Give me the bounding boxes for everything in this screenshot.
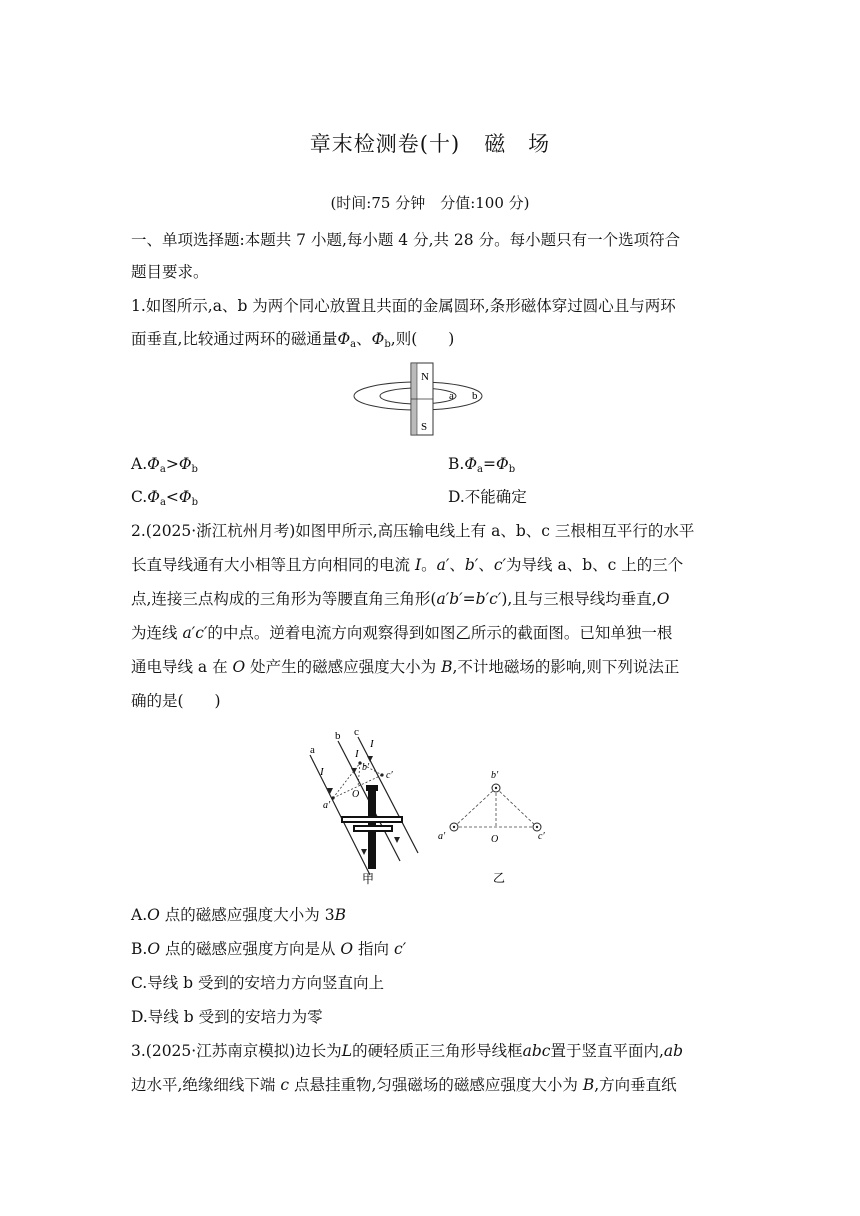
magnet-n-label: N xyxy=(421,371,429,383)
jia-current-b: I xyxy=(355,748,359,760)
q3-stem-line1: 3.(2025·江苏南京模拟)边长为L的硬轻质正三角形导线框abc置于竖直平面内,ab xyxy=(131,1042,684,1060)
yi-point-o: O xyxy=(491,834,499,845)
jia-point-b: b′ xyxy=(362,762,370,773)
q2-option-c[interactable]: C.导线 b 受到的安培力方向竖直向上 xyxy=(131,974,385,992)
q2-stem-line5: 通电导线 a 在 O 处产生的磁感应强度大小为 B,不计地磁场的影响,则下列说法正 xyxy=(131,658,680,676)
jia-current-c: I xyxy=(370,738,374,750)
section-heading-line2: 题目要求。 xyxy=(131,263,209,281)
yi-caption: 乙 xyxy=(493,871,506,885)
ring-b-label: b xyxy=(472,390,478,402)
q2-stem-line4: 为连线 a′c′的中点。逆着电流方向观察得到如图乙所示的截面图。已知单独一根 xyxy=(131,624,673,642)
q2-stem-line2: 长直导线通有大小相等且方向相同的电流 I。a′、b′、c′为导线 a、b、c 上的三个 xyxy=(131,556,684,574)
jia-current-a: I xyxy=(320,766,324,778)
jia-wire-c: c xyxy=(354,726,359,738)
q1-stem-line1: 1.如图所示,a、b 为两个同心放置且共面的金属圆环,条形磁体穿过圆心且与两环 xyxy=(131,297,676,315)
magnet-s-label: S xyxy=(421,421,428,433)
q3-stem-line2: 边水平,绝缘细线下端 c 点悬挂重物,匀强磁场的磁感应强度大小为 B,方向垂直纸 xyxy=(131,1076,677,1094)
q2-figure-yi xyxy=(430,760,560,885)
title-sub: 磁 场 xyxy=(484,132,551,156)
q2-stem-line3: 点,连接三点构成的三角形为等腰直角三角形(a′b′=b′c′),且与三根导线均垂直,O xyxy=(131,590,670,608)
jia-point-c: c′ xyxy=(386,770,393,781)
q1-option-c[interactable]: $C.\Phi_a<\Phi_b$ xyxy=(131,488,199,508)
jia-point-o: O xyxy=(352,789,360,800)
q2-stem-line6: 确的是( ) xyxy=(131,692,221,710)
jia-point-a: a′ xyxy=(323,800,331,811)
q1-option-b[interactable]: $B.\Phi_a=\Phi_b$ xyxy=(448,455,516,475)
q2-figure-jia xyxy=(300,725,430,885)
q1-figure-magnet-rings xyxy=(345,360,495,440)
yi-point-c: c′ xyxy=(538,831,545,842)
q2-option-b[interactable]: B.O 点的磁感应强度方向是从 O 指向 c′ xyxy=(131,940,407,958)
page-title xyxy=(0,128,860,158)
section-heading-line1: 一、单项选择题:本题共 7 小题,每小题 4 分,共 28 分。每小题只有一个选项符合 xyxy=(131,231,681,249)
q2-option-a[interactable]: A.O 点的磁感应强度大小为 3B xyxy=(131,906,346,924)
title-main: 章末检测卷(十) xyxy=(309,132,461,156)
jia-wire-b: b xyxy=(335,730,341,742)
q2-option-d[interactable]: D.导线 b 受到的安培力为零 xyxy=(131,1008,323,1026)
exam-meta: (时间:75 分钟 分值:100 分) xyxy=(330,194,530,212)
q2-stem-line1: 2.(2025·浙江杭州月考)如图甲所示,高压输电线上有 a、b、c 三根相互平行的水平 xyxy=(131,522,695,540)
yi-point-b: b′ xyxy=(491,770,499,781)
jia-wire-a: a xyxy=(310,744,315,756)
yi-point-a: a′ xyxy=(438,831,446,842)
q1-stem-line2: 面垂直,比较通过两环的磁通量$\Phi_a$、$\Phi_b$,则( ) xyxy=(131,330,455,350)
jia-caption: 甲 xyxy=(362,872,375,885)
q1-option-a[interactable]: $A.\Phi_a>\Phi_b$ xyxy=(131,455,198,475)
ring-a-label: a xyxy=(449,390,454,402)
q1-option-d[interactable]: D.不能确定 xyxy=(448,488,527,506)
